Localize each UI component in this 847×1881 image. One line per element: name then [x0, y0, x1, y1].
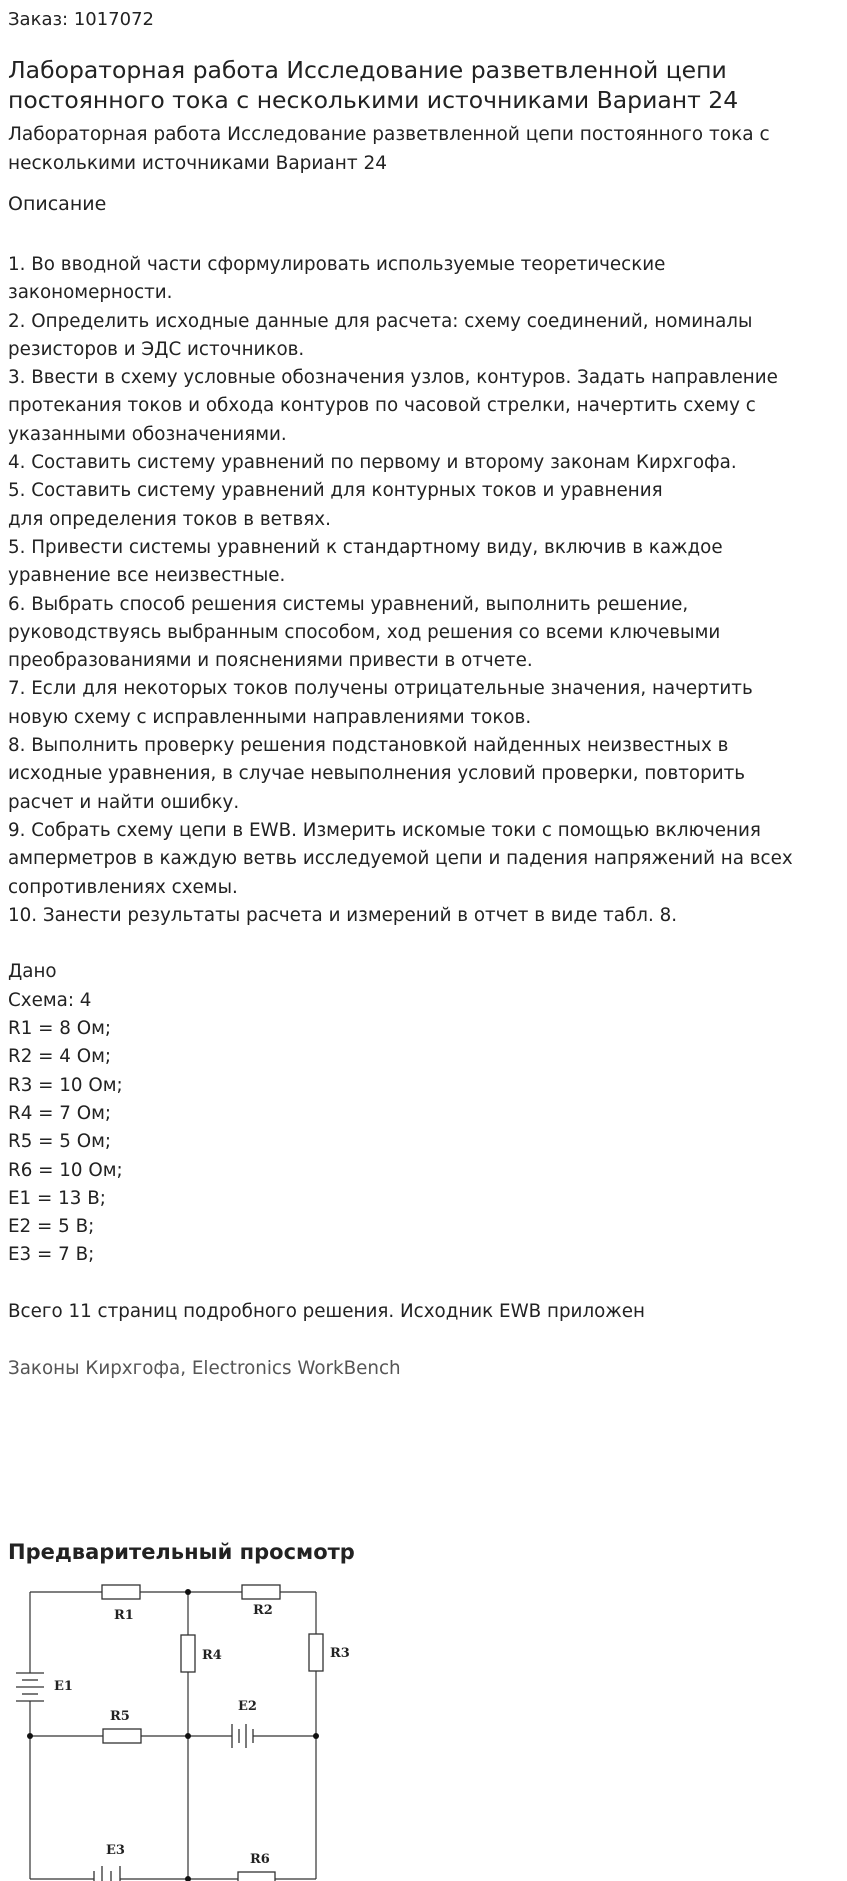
task-line: резисторов и ЭДС источников.: [8, 338, 305, 360]
junction-node: [313, 1733, 319, 1739]
label-e2: E2: [238, 1699, 257, 1714]
task-line: 5. Привести системы уравнений к стандартному виду, включив в каждое: [8, 536, 723, 558]
page-title: Лабораторная работа Исследование разветвленной цепи постоянного тока с несколькими источниками Вариант 24: [8, 56, 739, 114]
task-line: исходные уравнения, в случае невыполнения условий проверки, повторить: [8, 763, 745, 785]
task-line: 9. Собрать схему цепи в EWB. Измерить искомые токи с помощью включения: [8, 819, 761, 841]
resistor-r6: [238, 1872, 275, 1881]
given-line: E1 = 13 В;: [8, 1187, 106, 1209]
battery-e3: [94, 1866, 120, 1881]
task-line: 7. Если для некоторых токов получены отрицательные значения, начертить: [8, 678, 753, 700]
battery-e1: [16, 1673, 44, 1701]
label-r4: R4: [202, 1648, 222, 1663]
label-r1: R1: [114, 1608, 134, 1623]
resistor-r5: [103, 1729, 141, 1743]
task-line: 8. Выполнить проверку решения подстановкой найденных неизвестных в: [8, 735, 729, 757]
task-line: 10. Занести результаты расчета и измерений в отчет в виде табл. 8.: [8, 904, 678, 926]
task-line: 4. Составить систему уравнений по первому и второму законам Кирхгофа.: [8, 452, 737, 474]
label-r3: R3: [330, 1646, 350, 1661]
order-page: [0, 9, 847, 1383]
junction-node: [185, 1876, 191, 1881]
given-line: R1 = 8 Ом;: [8, 1018, 112, 1040]
task-line: протекания токов и обхода контуров по часовой стрелки, начертить схему с: [8, 395, 756, 417]
task-line: 1. Во вводной части сформулировать используемые теоретические: [8, 254, 666, 275]
label-r5: R5: [110, 1709, 130, 1724]
label-r2: R2: [253, 1603, 273, 1618]
given-line: R5 = 5 Ом;: [8, 1131, 112, 1153]
given-line: R3 = 10 Ом;: [8, 1074, 123, 1096]
task-line: 2. Определить исходные данные для расчета: схему соединений, номиналы: [8, 310, 753, 332]
task-line: уравнение все неизвестные.: [8, 565, 286, 587]
given-line: R4 = 7 Ом;: [8, 1102, 112, 1124]
junction-node: [185, 1589, 191, 1595]
preview-title: Предварительный просмотр: [8, 1540, 355, 1564]
resistor-r4: [181, 1635, 195, 1672]
battery-e2: [232, 1724, 253, 1748]
task-line: закономерности.: [8, 282, 173, 304]
task-line: для определения токов в ветвях.: [8, 508, 331, 530]
label-r6: R6: [250, 1852, 270, 1867]
given-line: R6 = 10 Ом;: [8, 1159, 123, 1181]
task-line: преобразованиями и пояснениями привести в отчете.: [8, 650, 533, 672]
label-e1: E1: [54, 1679, 73, 1694]
resistor-r1: [102, 1585, 140, 1599]
solution-summary: Всего 11 страниц подробного решения. Исходник EWB приложен: [8, 1300, 645, 1322]
task-line: сопротивлениях схемы.: [8, 876, 238, 898]
junction-node: [185, 1733, 191, 1739]
description-body: [8, 251, 839, 1383]
circuit-preview-image: [8, 1574, 350, 1879]
description-label: Описание: [8, 193, 107, 215]
label-e3: E3: [106, 1843, 125, 1858]
order-number: Заказ: 1017072: [8, 9, 154, 30]
task-line: 5. Составить систему уравнений для контурных токов и уравнения: [8, 480, 663, 502]
page-subtitle: Лабораторная работа Исследование разветвленной цепи постоянного тока с несколькими источниками Вариант 24: [8, 124, 770, 174]
junction-node: [27, 1733, 33, 1739]
task-line: 6. Выбрать способ решения системы уравнений, выполнить решение,: [8, 593, 689, 615]
given-line: R2 = 4 Ом;: [8, 1046, 112, 1068]
resistor-r2: [242, 1585, 280, 1599]
task-line: амперметров в каждую ветвь исследуемой цепи и падения напряжений на всех: [8, 848, 793, 870]
task-line: расчет и найти ошибку.: [8, 791, 240, 813]
given-label: Дано: [8, 961, 57, 983]
task-line: руководствуясь выбранным способом, ход решения со всеми ключевыми: [8, 621, 721, 643]
task-line: указанными обозначениями.: [8, 423, 287, 445]
resistor-r3: [309, 1634, 323, 1671]
task-line: новую схему с исправленными направлениями токов.: [8, 706, 532, 728]
given-line: Схема: 4: [8, 989, 92, 1011]
task-line: 3. Ввести в схему условные обозначения узлов, контуров. Задать направление: [8, 367, 778, 389]
given-line: E2 = 5 В;: [8, 1216, 95, 1238]
tags: Законы Кирхгофа, Electronics WorkBench: [8, 1357, 401, 1379]
given-line: E3 = 7 В;: [8, 1244, 95, 1266]
